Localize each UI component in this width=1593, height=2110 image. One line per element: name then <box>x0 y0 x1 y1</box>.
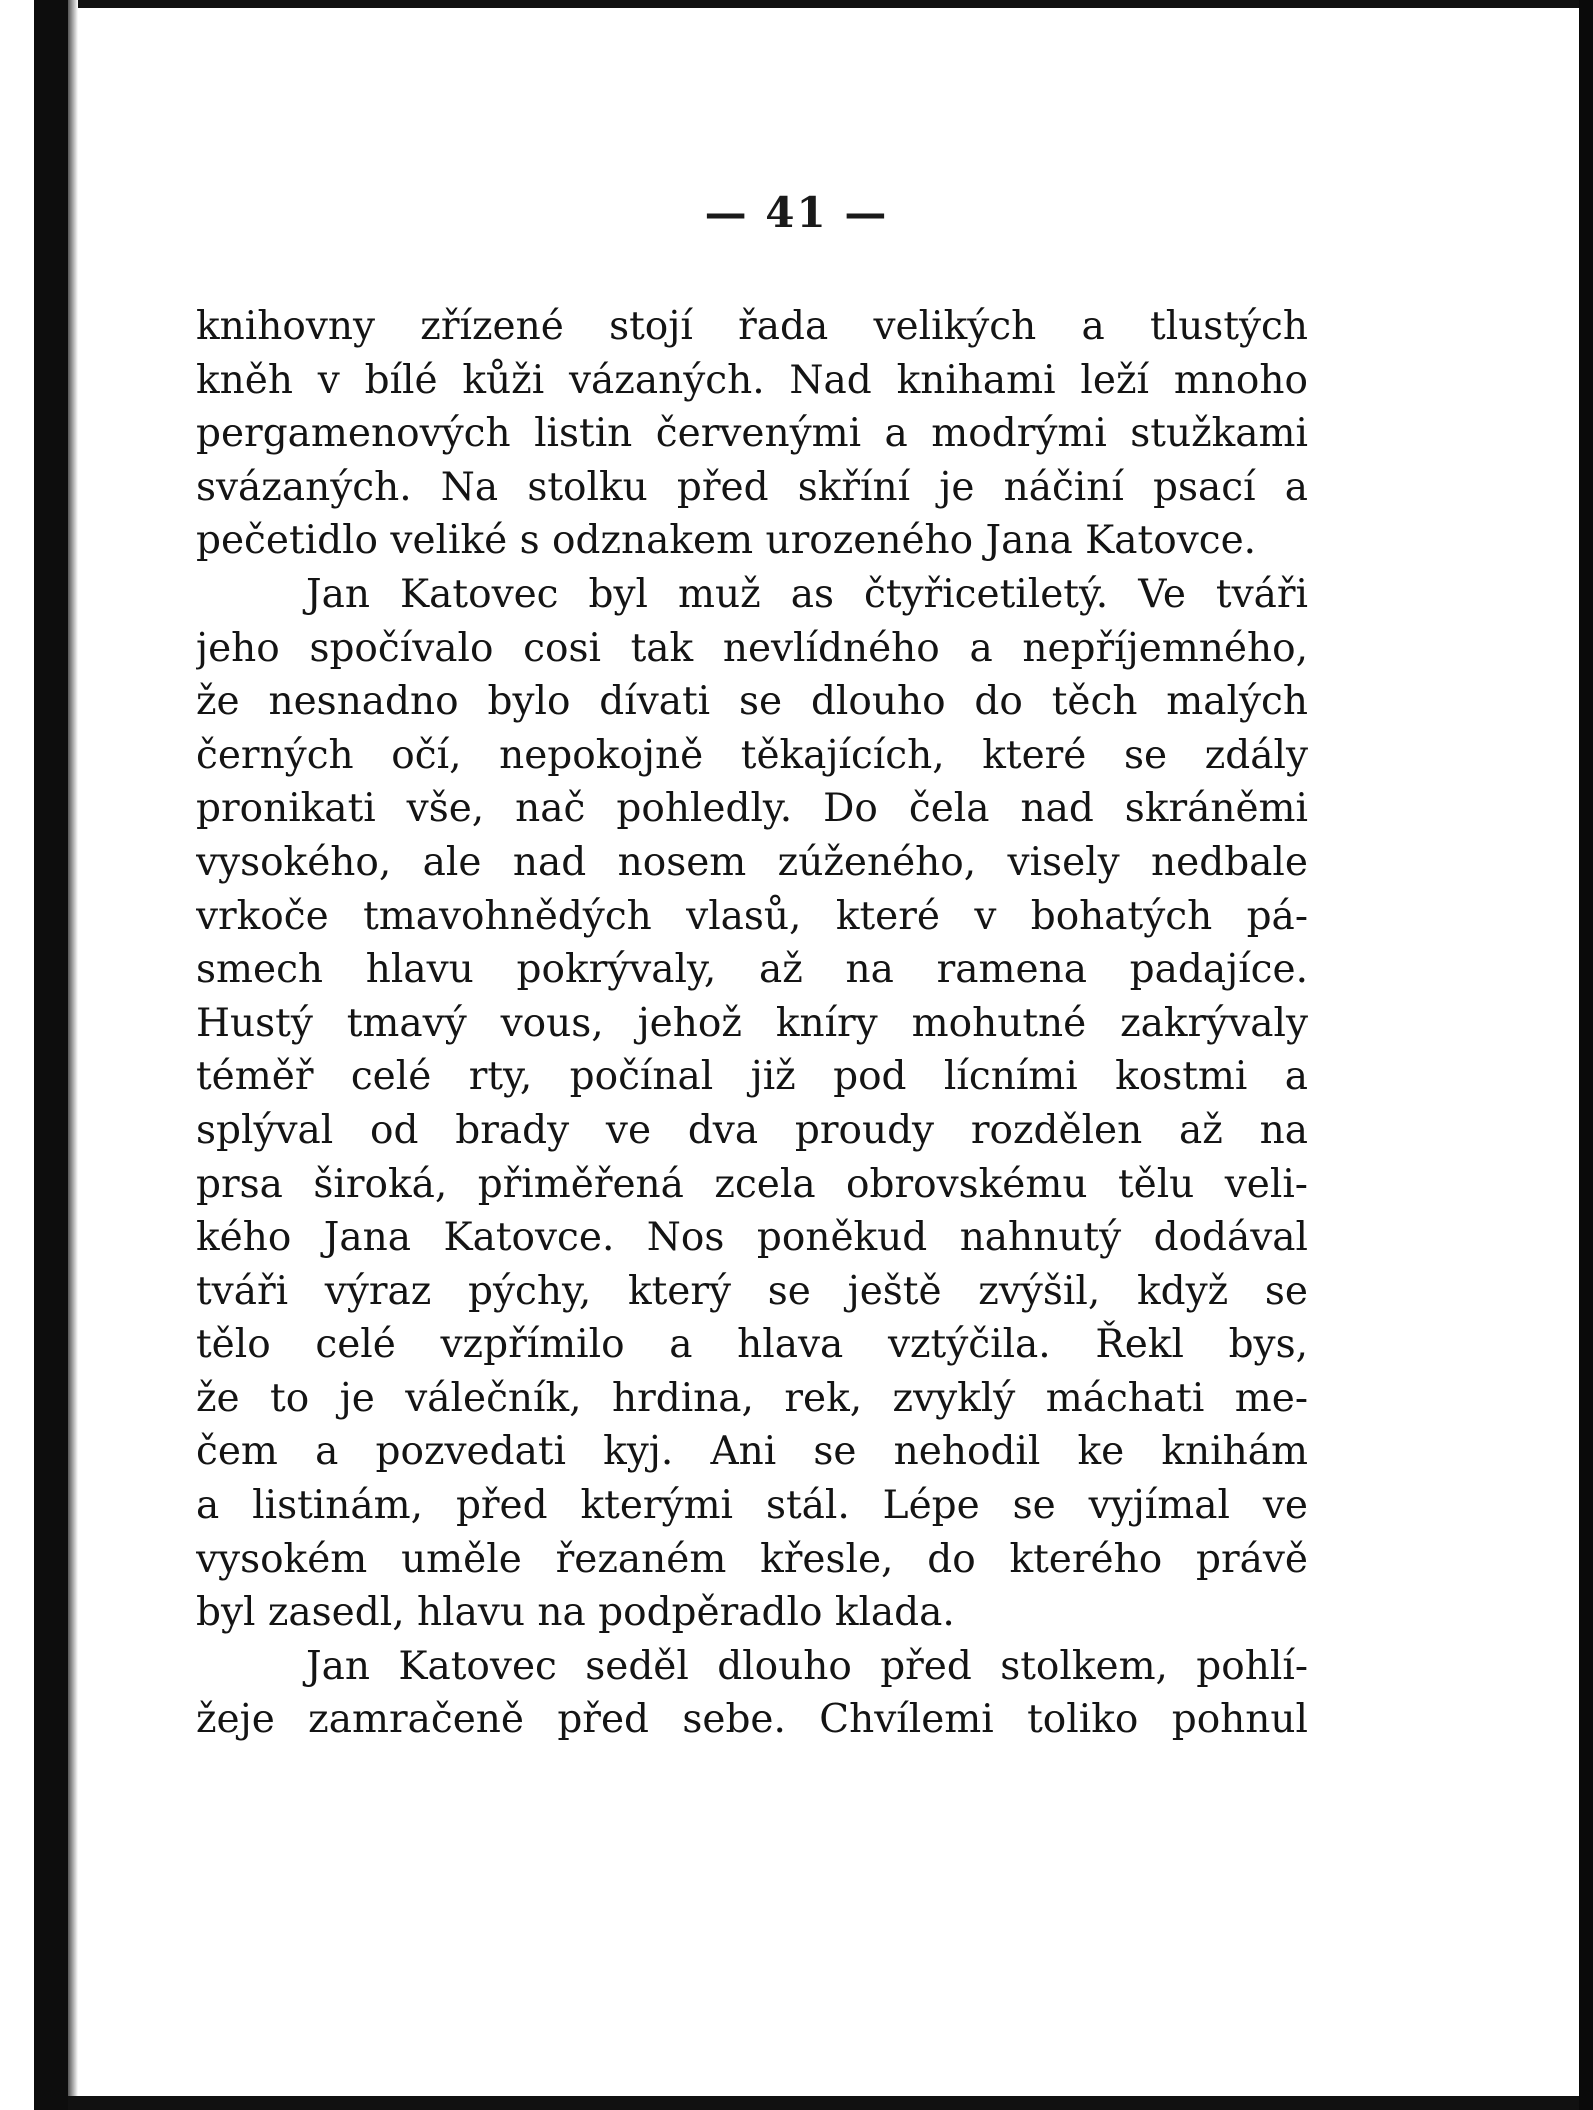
text-line: tělo celé vzpřímilo a hlava vztýčila. Řekl bys, <box>196 1322 1308 1368</box>
text-line: prsa široká, přiměřená zcela obrovskému tělu veli- <box>196 1161 1308 1207</box>
text-line: čem a pozvedati kyj. Ani se nehodil ke knihám <box>196 1429 1308 1475</box>
text-line: pergamenových listin červenými a modrými stužkami <box>196 411 1308 457</box>
text-line: vysokého, ale nad nosem zúženého, visely nedbale <box>196 839 1308 885</box>
page-number: — 41 — <box>704 188 889 237</box>
scan-edge-bottom <box>68 2096 1579 2110</box>
text-line: Jan Katovec seděl dlouho před stolkem, pohlí- <box>306 1643 1308 1689</box>
text-line: vysokém uměle řezaném křesle, do kterého právě <box>196 1536 1308 1582</box>
text-line: a listinám, před kterými stál. Lépe se vyjímal ve <box>196 1483 1308 1529</box>
scan-edge-top <box>50 0 1593 8</box>
text-line: téměř celé rty, počínal již pod lícními kostmi a <box>196 1054 1308 1100</box>
text-line: svázaných. Na stolku před skříní je náčiní psací a <box>196 464 1308 510</box>
scan-edge-shadow <box>68 0 78 2110</box>
text-line: že nesnadno bylo dívati se dlouho do těch malých <box>196 679 1308 725</box>
text-line: žeje zamračeně před sebe. Chvílemi toliko pohnul <box>196 1697 1308 1743</box>
text-line: kněh v bílé kůži vázaných. Nad knihami leží mnoho <box>196 357 1308 403</box>
text-line: tváři výraz pýchy, který se ještě zvýšil, když se <box>196 1268 1308 1314</box>
text-line: knihovny zřízené stojí řada velikých a tlustých <box>196 304 1308 349</box>
scan-edge-right <box>1579 0 1593 2110</box>
body-text <box>196 300 1308 1747</box>
text-line: smech hlavu pokrývaly, až na ramena padajíce. <box>196 947 1308 993</box>
text-line: Hustý tmavý vous, jehož kníry mohutné zakrývaly <box>196 1000 1308 1046</box>
text-line: Jan Katovec byl muž as čtyřicetiletý. Ve tváři <box>306 571 1308 617</box>
text-line: jeho spočívalo cosi tak nevlídného a nepříjemného, <box>196 625 1308 671</box>
text-line: že to je válečník, hrdina, rek, zvyklý máchati me- <box>196 1375 1308 1421</box>
text-line: vrkoče tmavohnědých vlasů, které v bohatých pá- <box>196 893 1308 939</box>
text-line: pečetidlo veliké s odznakem urozeného Jana Katovce. <box>196 518 1257 564</box>
text-line: černých očí, nepokojně těkajících, které se zdály <box>196 732 1308 778</box>
scan-edge-left <box>34 0 68 2110</box>
text-line: kého Jana Katovce. Nos poněkud nahnutý dodával <box>196 1215 1308 1261</box>
text-line: pronikati vše, nač pohledly. Do čela nad skráněmi <box>196 786 1308 832</box>
text-line: byl zasedl, hlavu na podpěradlo klada. <box>196 1590 955 1636</box>
text-line: splýval od brady ve dva proudy rozdělen až na <box>196 1107 1308 1153</box>
